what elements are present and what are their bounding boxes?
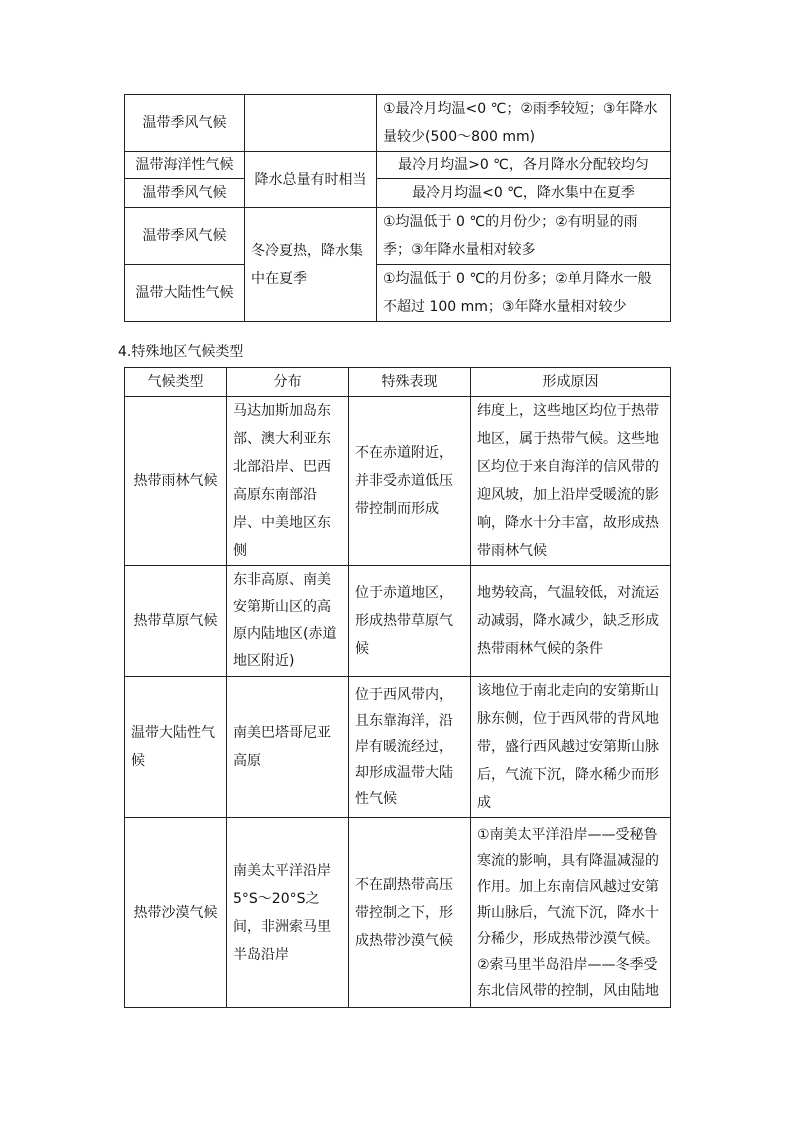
special-feature-cell: 不在副热带高压带控制之下，形成热带沙漠气候 (349, 818, 471, 1008)
climate-type-cell: 温带大陆性气候 (125, 265, 245, 322)
reason-cell: 地势较高，气温较低，对流运动减弱，降水减少，缺乏形成热带雨林气候的条件 (471, 566, 671, 677)
table-row (125, 208, 671, 265)
climate-type-cell: 温带海洋性气候 (125, 152, 245, 179)
feature-cell (245, 95, 377, 152)
column-header: 形成原因 (471, 368, 671, 397)
climate-type-cell: 热带草原气候 (125, 566, 227, 677)
column-header: 分布 (227, 368, 349, 397)
table-row (125, 95, 671, 152)
climate-type-cell: 温带季风气候 (125, 95, 245, 152)
distribution-cell: 马达加斯加岛东部、澳大利亚东北部沿岸、巴西高原东南部沿岸、中美地区东侧 (227, 397, 349, 566)
feature-cell: 冬冷夏热，降水集中在夏季 (245, 208, 377, 322)
table-row (125, 152, 671, 179)
distribution-cell: 南美巴塔哥尼亚高原 (227, 677, 349, 818)
column-header: 气候类型 (125, 368, 227, 397)
detail-cell: 最冷月均温>0 ℃，各月降水分配较均匀 (377, 152, 671, 179)
detail-cell: ①最冷月均温<0 ℃；②雨季较短；③年降水量较少(500～800 mm) (377, 95, 671, 152)
climate-type-cell: 热带雨林气候 (125, 397, 227, 566)
special-feature-cell: 位于西风带内，且东靠海洋，沿岸有暖流经过，却形成温带大陆性气候 (349, 677, 471, 818)
detail-cell: ①均温低于 0 ℃的月份少；②有明显的雨季；③年降水量相对较多 (377, 208, 671, 265)
table-row (125, 677, 671, 818)
reason-cell: 该地位于南北走向的安第斯山脉东侧，位于西风带的背风地带，盛行西风越过安第斯山脉后，气流下沉，降水稀少而形成 (471, 677, 671, 818)
table-row (125, 179, 671, 208)
special-feature-cell: 位于赤道地区，形成热带草原气候 (349, 566, 471, 677)
climate-type-cell: 温带季风气候 (125, 208, 245, 265)
climate-type-cell: 温带大陆性气候 (125, 677, 227, 818)
table-row (125, 265, 671, 322)
distribution-cell: 南美太平洋沿岸5°S～20°S之间，非洲索马里半岛沿岸 (227, 818, 349, 1008)
table-row (125, 397, 671, 566)
climate-comparison-table (124, 94, 671, 322)
special-climate-table (124, 367, 671, 1008)
feature-cell: 降水总量有时相当 (245, 152, 377, 208)
climate-type-cell: 热带沙漠气候 (125, 818, 227, 1008)
reason-cell: 纬度上，这些地区均位于热带地区，属于热带气候。这些地区均位于来自海洋的信风带的迎风坡，加上沿岸受暖流的影响，降水十分丰富，故形成热带雨林气候 (471, 397, 671, 566)
special-feature-cell: 不在赤道附近，并非受赤道低压带控制而形成 (349, 397, 471, 566)
table-header-row (125, 368, 671, 397)
column-header: 特殊表现 (349, 368, 471, 397)
table-row (125, 818, 671, 1008)
detail-cell: ①均温低于 0 ℃的月份多；②单月降水一般不超过 100 mm；③年降水量相对较少 (377, 265, 671, 322)
climate-type-cell: 温带季风气候 (125, 179, 245, 208)
detail-cell: 最冷月均温<0 ℃，降水集中在夏季 (377, 179, 671, 208)
section-heading: 4.特殊地区气候类型 (118, 344, 244, 360)
reason-cell: ①南美太平洋沿岸——受秘鲁寒流的影响，具有降温减湿的作用。加上东南信风越过安第斯山脉后，气流下沉，降水十分稀少，形成热带沙漠气候。②索马里半岛沿岸——冬季受东北信风带的控制，风由陆地 (471, 818, 671, 1008)
distribution-cell: 东非高原、南美安第斯山区的高原内陆地区(赤道地区附近) (227, 566, 349, 677)
table-row (125, 566, 671, 677)
